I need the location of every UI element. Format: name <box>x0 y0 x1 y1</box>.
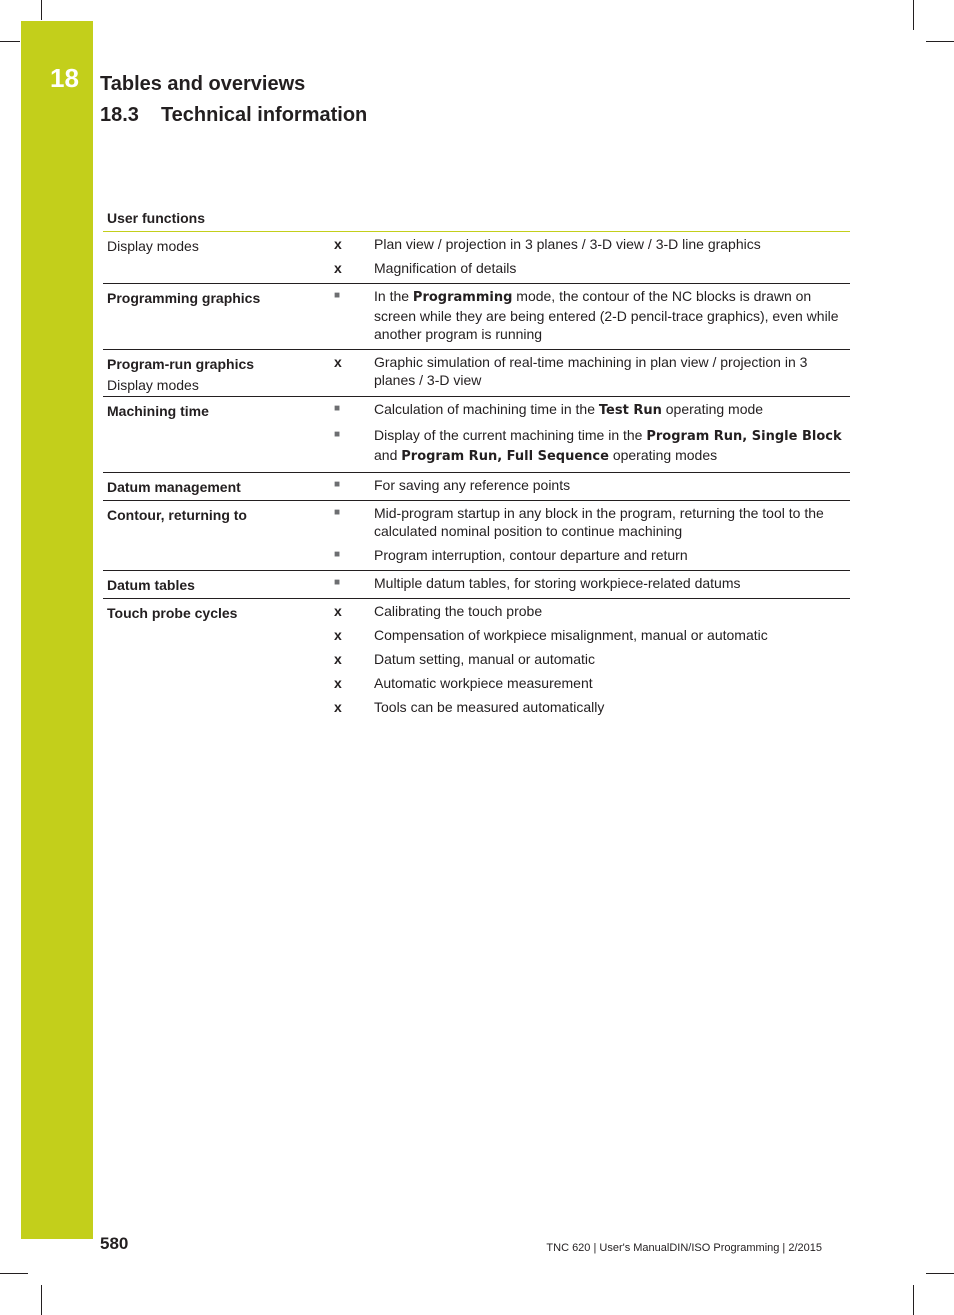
crop-mark <box>926 41 954 42</box>
mode-name: Program Run, Full Sequence <box>401 449 609 464</box>
square-bullet-icon: ■ <box>334 403 341 414</box>
text-segment: Graphic simulation of real-time machining in plan view / projection in 3 planes / 3-D view <box>374 354 808 388</box>
feature-name: Datum tables <box>107 577 195 593</box>
square-bullet-icon: ■ <box>334 479 341 490</box>
description-cell <box>331 350 850 396</box>
table-row <box>103 397 850 473</box>
table-body <box>103 232 850 722</box>
crop-mark <box>41 0 42 20</box>
text-segment: Calibrating the touch probe <box>374 603 543 619</box>
text-segment: Mid-program startup in any block in the program, returning the tool to the calculated nominal position to continue machining <box>374 505 824 539</box>
mode-name: Test Run <box>598 403 662 418</box>
text-segment: and <box>374 447 402 463</box>
text-segment: In the <box>374 288 413 304</box>
feature-name: Program-run graphics <box>107 356 255 372</box>
chapter-sidebar <box>21 21 93 1239</box>
list-item <box>331 602 850 620</box>
table-row <box>103 232 850 284</box>
footer-info: TNC 620 | User's ManualDIN/ISO Programming | 2/2015 <box>546 1242 822 1254</box>
text-segment: operating mode <box>661 401 764 417</box>
list-item <box>331 476 850 494</box>
table-row <box>103 473 850 501</box>
list-item <box>331 235 850 253</box>
item-text <box>374 426 850 466</box>
feature-subtitle: Display modes <box>107 377 199 393</box>
table-row <box>103 501 850 571</box>
text-segment: operating modes <box>608 447 718 463</box>
feature-cell <box>103 473 331 500</box>
table-row <box>103 284 850 350</box>
list-item <box>331 426 850 466</box>
square-bullet-icon: ■ <box>334 290 341 301</box>
description-cell <box>331 571 850 598</box>
text-segment: Calculation of machining time in the <box>374 401 599 417</box>
user-functions-table <box>103 208 850 722</box>
crop-mark <box>926 1273 954 1274</box>
square-bullet-icon: ■ <box>334 549 341 560</box>
list-item <box>331 698 850 716</box>
item-text <box>374 287 850 343</box>
item-text <box>374 353 850 389</box>
crop-mark <box>0 1273 28 1274</box>
crop-mark <box>41 1285 42 1315</box>
x-marker: x <box>334 675 342 691</box>
text-segment: Automatic workpiece measurement <box>374 675 593 691</box>
list-item <box>331 574 850 592</box>
x-marker: x <box>334 627 342 643</box>
x-marker: x <box>334 651 342 667</box>
crop-mark <box>0 41 20 42</box>
text-segment: mode, the contour of the NC blocks is drawn on screen while they are being entered (2-D pencil-trace graphics), even while another program is running <box>374 288 839 342</box>
item-text <box>374 546 850 564</box>
item-text <box>374 574 850 592</box>
list-item <box>331 626 850 644</box>
table-row <box>103 571 850 599</box>
description-cell <box>331 599 850 722</box>
item-text <box>374 674 850 692</box>
list-item <box>331 674 850 692</box>
x-marker: x <box>334 354 342 370</box>
feature-cell <box>103 501 331 570</box>
x-marker: x <box>334 260 342 276</box>
list-item <box>331 353 850 389</box>
text-segment: Program interruption, contour departure and return <box>374 547 688 563</box>
feature-name: Touch probe cycles <box>107 605 238 621</box>
feature-name: Programming graphics <box>107 290 261 306</box>
text-segment: Plan view / projection in 3 planes / 3-D view / 3-D line graphics <box>374 236 761 252</box>
description-cell <box>331 232 850 283</box>
item-text <box>374 400 850 420</box>
list-item <box>331 546 850 564</box>
feature-cell <box>103 397 331 472</box>
list-item <box>331 400 850 420</box>
section-title <box>100 104 367 127</box>
item-text <box>374 602 850 620</box>
list-item <box>331 504 850 540</box>
chapter-title: Tables and overviews <box>100 73 306 95</box>
item-text <box>374 626 850 644</box>
section-title-text: Technical information <box>160 104 368 126</box>
mode-name: Programming <box>412 290 513 305</box>
chapter-number: 18 <box>50 63 79 93</box>
square-bullet-icon: ■ <box>334 507 341 518</box>
item-text <box>374 259 850 277</box>
mode-name: Program Run, Single Block <box>646 429 842 444</box>
item-text <box>374 650 850 668</box>
text-segment: For saving any reference points <box>374 477 571 493</box>
square-bullet-icon: ■ <box>334 429 341 440</box>
item-text <box>374 504 850 540</box>
description-cell <box>331 501 850 570</box>
description-cell <box>331 397 850 472</box>
crop-mark <box>913 1285 914 1315</box>
feature-name: Datum management <box>107 479 241 495</box>
feature-subtitle: Display modes <box>107 238 199 254</box>
list-item <box>331 287 850 343</box>
list-item <box>331 650 850 668</box>
text-segment: Multiple datum tables, for storing workpiece-related datums <box>374 575 741 591</box>
feature-cell <box>103 284 331 349</box>
description-cell <box>331 473 850 500</box>
table-heading: User functions <box>103 208 850 232</box>
table-row <box>103 350 850 397</box>
x-marker: x <box>334 699 342 715</box>
feature-name: Contour, returning to <box>107 507 247 523</box>
square-bullet-icon: ■ <box>334 577 341 588</box>
list-item <box>331 259 850 277</box>
text-segment: Compensation of workpiece misalignment, manual or automatic <box>374 627 768 643</box>
item-text <box>374 698 850 716</box>
section-number: 18.3 <box>100 104 139 126</box>
feature-cell <box>103 599 331 722</box>
item-text <box>374 235 850 253</box>
page-number: 580 <box>100 1234 129 1253</box>
feature-cell <box>103 350 331 396</box>
table-row <box>103 599 850 722</box>
text-segment: Tools can be measured automatically <box>374 699 605 715</box>
feature-cell <box>103 232 331 283</box>
x-marker: x <box>334 603 342 619</box>
x-marker: x <box>334 236 342 252</box>
feature-name: Machining time <box>107 403 209 419</box>
description-cell <box>331 284 850 349</box>
text-segment: Datum setting, manual or automatic <box>374 651 595 667</box>
text-segment: Magnification of details <box>374 260 517 276</box>
item-text <box>374 476 850 494</box>
feature-cell <box>103 571 331 598</box>
crop-mark <box>913 0 914 30</box>
text-segment: Display of the current machining time in the <box>374 427 647 443</box>
